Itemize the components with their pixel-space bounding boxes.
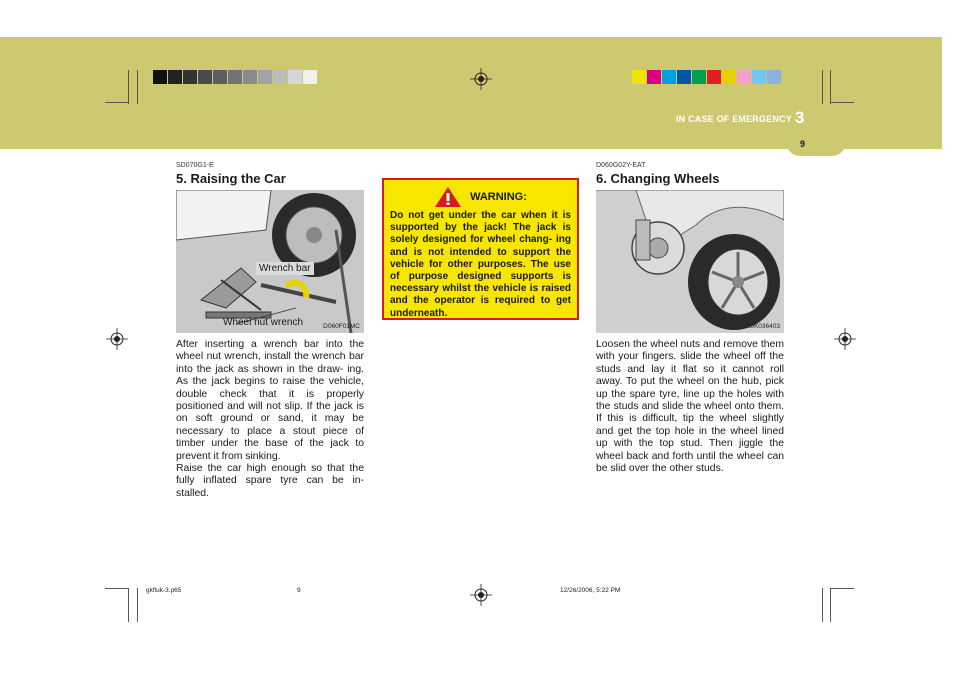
color-swatch xyxy=(752,70,766,84)
color-swatch xyxy=(677,70,691,84)
color-swatch xyxy=(243,70,257,84)
color-swatch xyxy=(198,70,212,84)
color-swatch xyxy=(273,70,287,84)
crop-mark xyxy=(830,588,831,622)
right-column xyxy=(596,162,784,475)
crop-mark xyxy=(137,70,138,104)
section-heading: 6. Changing Wheels xyxy=(596,171,720,186)
figure-code: OGK036403 xyxy=(743,323,780,330)
jack-illustration xyxy=(176,190,364,333)
footer-datetime: 12/26/2006, 5:22 PM xyxy=(560,587,621,594)
section-body: After inserting a wrench bar into the wheel nut wrench, install the wrench bar into the jack as shown in the draw- ing. As the jack begins to raise the vehicle, double check that it is properly positioned and will not slip. If the jack is on soft ground or sand, it may be necessary to place a stout piece of timber under the base of the jack to prevent it from sinking. xyxy=(176,339,364,462)
crop-mark xyxy=(830,588,854,589)
color-swatch xyxy=(153,70,167,84)
wheel-hub-illustration xyxy=(596,190,784,333)
crop-mark xyxy=(830,70,831,104)
registration-mark-icon xyxy=(470,584,492,606)
warning-header xyxy=(384,186,577,208)
registration-mark-icon xyxy=(106,328,128,350)
section-body: Loosen the wheel nuts and remove them with your fingers. slide the wheel off the studs and lay it flat so it cannot roll away. To put the wheel on the hub, pick up the spare tyre, line up the holes with the studs and slide the wheel onto them. If this is difficult, tip the wheel slightly and get the top hole in the wheel lined up with the top stud. Then jiggle the wheel back and forth until the wheel can be slid over the other studs. xyxy=(596,339,784,475)
crop-mark xyxy=(830,102,854,103)
color-swatch xyxy=(662,70,676,84)
registration-mark-icon xyxy=(834,328,856,350)
warning-box xyxy=(382,178,579,320)
page-tab xyxy=(786,130,846,156)
crop-mark xyxy=(137,588,138,622)
color-swatch xyxy=(707,70,721,84)
color-swatch xyxy=(647,70,661,84)
callout-wheel-nut-wrench: Wheel nut wrench xyxy=(223,317,304,328)
warning-text: Do not get under the car when it is supported by the jack! The jack is solely designed for wheel chang- ing and is not intended to support the vehicle for other purposes. The use of purpose designed supports is necessary whilst the vehicle is raised and the operator is required to get underneath. xyxy=(390,210,571,319)
section-code: D060G02Y-EAT xyxy=(596,162,646,169)
figure-code: D060F01MC xyxy=(323,323,360,330)
section-body: Raise the car high enough so that the fully inflated spare tyre can be in- stalled. xyxy=(176,463,364,499)
color-swatch xyxy=(303,70,317,84)
footer-page: 9 xyxy=(297,587,301,594)
footer-file: gkfluk-3.p65 xyxy=(146,587,182,594)
warning-label: WARNING: xyxy=(470,191,527,203)
chapter-title: IN CASE OF EMERGENCY xyxy=(675,114,792,124)
section-heading: 5. Raising the Car xyxy=(176,171,286,186)
exclamation-triangle-icon xyxy=(434,186,462,208)
registration-mark-icon xyxy=(470,68,492,90)
callout-wrench-bar: Wrench bar xyxy=(256,262,314,275)
color-swatch xyxy=(767,70,781,84)
page-number: 9 xyxy=(800,139,806,149)
color-swatch-bar xyxy=(632,70,782,84)
crop-mark xyxy=(105,588,129,589)
color-swatch xyxy=(288,70,302,84)
crop-mark xyxy=(105,102,129,103)
color-swatch xyxy=(183,70,197,84)
left-column xyxy=(176,162,364,500)
color-swatch xyxy=(722,70,736,84)
color-swatch xyxy=(168,70,182,84)
crop-mark xyxy=(128,588,129,622)
color-swatch xyxy=(258,70,272,84)
color-swatch xyxy=(692,70,706,84)
crop-mark xyxy=(822,70,823,104)
section-code: SD070G1-E xyxy=(176,162,214,169)
color-swatch xyxy=(632,70,646,84)
color-swatch xyxy=(737,70,751,84)
crop-mark xyxy=(822,588,823,622)
color-swatch xyxy=(228,70,242,84)
grayscale-swatch-bar xyxy=(153,70,318,84)
color-swatch xyxy=(213,70,227,84)
chapter-number: 3 xyxy=(795,108,805,127)
crop-mark xyxy=(128,70,129,104)
